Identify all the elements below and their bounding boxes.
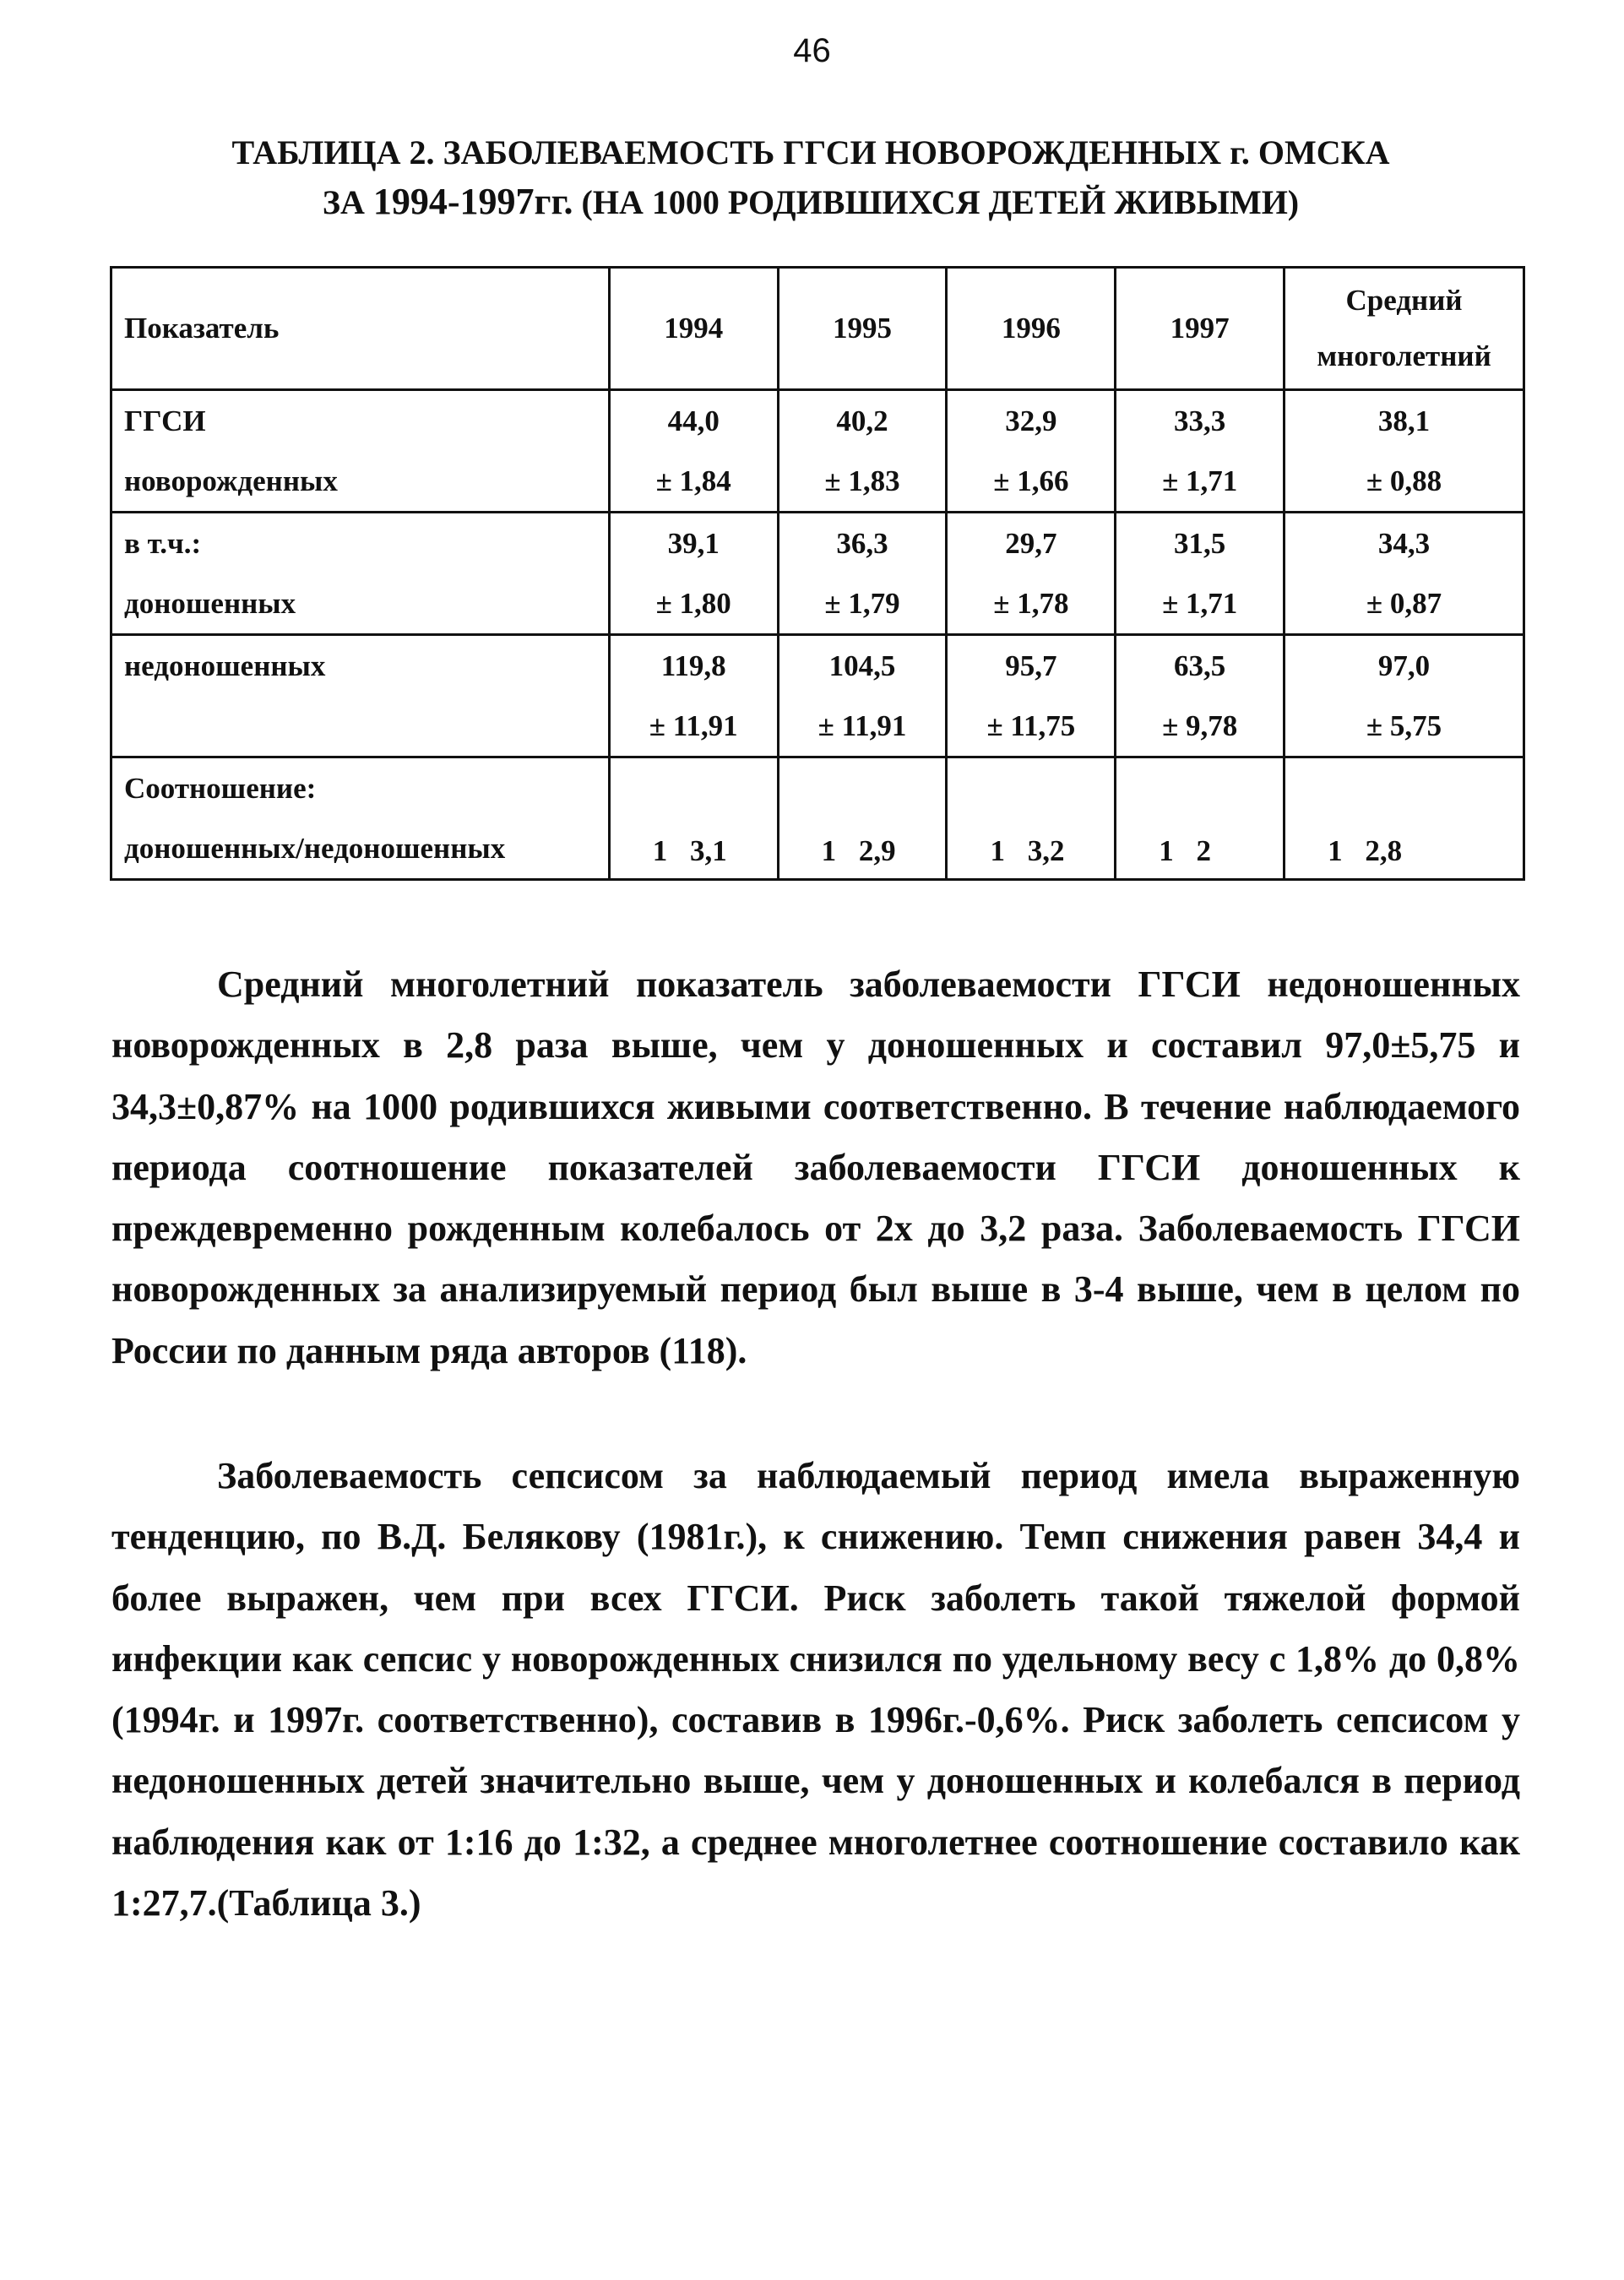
body-paragraph-1: Средний многолетний показатель заболеваемости ГГСИ недоношенных новорожденных в 2,8 раза выше, чем у доношенных и составил 97,0±5,75 и 34,3±0,87% на 1000 родившихся живыми соответственно. В течение наблюдаемого периода соотношение показателей заболеваемости ГГСИ доношенных к преждевременно рожденным колебалось от 2х до 3,2 раза. Заболеваемость ГГСИ новорожденных за анализируемый период был выше в 3-4 выше, чем в целом по России по данным ряда авторов (118). (111, 964, 1520, 1371)
table-cell: 40,2 ± 1,83 (778, 390, 947, 513)
table-cell: 104,5 ± 11,91 (778, 635, 947, 757)
table-cell: 31,5 ± 1,71 (1116, 513, 1285, 635)
header-year-1996: 1996 (947, 268, 1116, 390)
row-label: недоношенных (111, 635, 610, 757)
ratio-cell: 1 3,2 (947, 757, 1116, 880)
table-cell: 63,5 ± 9,78 (1116, 635, 1285, 757)
table-title-suffix: (НА 1000 РОДИВШИХСЯ ДЕТЕЙ ЖИВЫМИ) (573, 183, 1300, 221)
table-row (111, 635, 1524, 757)
table-cell: 34,3 ± 0,87 (1285, 513, 1524, 635)
ratio-cell: 1 2,8 (1285, 757, 1524, 880)
morbidity-table (110, 266, 1525, 881)
table-cell: 95,7 ± 11,75 (947, 635, 1116, 757)
header-average: Средний многолетний (1285, 268, 1524, 390)
table-cell: 33,3 ± 1,71 (1116, 390, 1285, 513)
ratio-cell: 1 2 (1116, 757, 1285, 880)
ratio-cell: 1 3,1 (609, 757, 778, 880)
table-cell: 39,1 ± 1,80 (609, 513, 778, 635)
table-cell: 97,0 ± 5,75 (1285, 635, 1524, 757)
row-label: Соотношение: доношенных/недоношенных (111, 757, 610, 880)
table-cell: 29,7 ± 1,78 (947, 513, 1116, 635)
table-cell: 44,0 ± 1,84 (609, 390, 778, 513)
table-title-line-1: ТАБЛИЦА 2. ЗАБОЛЕВАЕМОСТЬ ГГСИ НОВОРОЖДЕННЫХ г. ОМСКА (231, 133, 1390, 171)
table-row (111, 513, 1524, 635)
table-cell: 32,9 ± 1,66 (947, 390, 1116, 513)
header-year-1995: 1995 (778, 268, 947, 390)
table-header-row (111, 268, 1524, 390)
table-title-prefix: ЗА (322, 183, 373, 221)
row-label: в т.ч.: доношенных (111, 513, 610, 635)
row-label: ГГСИ новорожденных (111, 390, 610, 513)
table-title-line-2 (127, 177, 1495, 227)
header-indicator: Показатель (111, 268, 610, 390)
table-row-ratio (111, 757, 1524, 880)
table-cell: 36,3 ± 1,79 (778, 513, 947, 635)
header-year-1994: 1994 (609, 268, 778, 390)
table-cell: 38,1 ± 0,88 (1285, 390, 1524, 513)
header-year-1997: 1997 (1116, 268, 1285, 390)
body-paragraph-2: Заболеваемость сепсисом за наблюдаемый период имела выраженную тенденцию, по В.Д. Белякову (1981г.), к снижению. Темп снижения равен 34,4 и более выражен, чем при всех ГГСИ. Риск заболеть такой тяжелой формой инфекции как сепсис у новорожденных снизился по удельному весу с 1,8% до 0,8% (1994г. и 1997г. соответственно), составив в 1996г.-0,6%. Риск заболеть сепсисом у недоношенных детей значительно выше, чем у доношенных и колебался в период наблюдения как от 1:16 до 1:32, а среднее многолетнее соотношение составило как 1:27,7.(Таблица 3.) (111, 1455, 1520, 1924)
table-title-years: 1994-1997гг. (372, 181, 573, 222)
table-title (127, 128, 1495, 227)
table-row (111, 390, 1524, 513)
ratio-cell: 1 2,9 (778, 757, 947, 880)
table-cell: 119,8 ± 11,91 (609, 635, 778, 757)
page-number: 46 (793, 32, 831, 69)
